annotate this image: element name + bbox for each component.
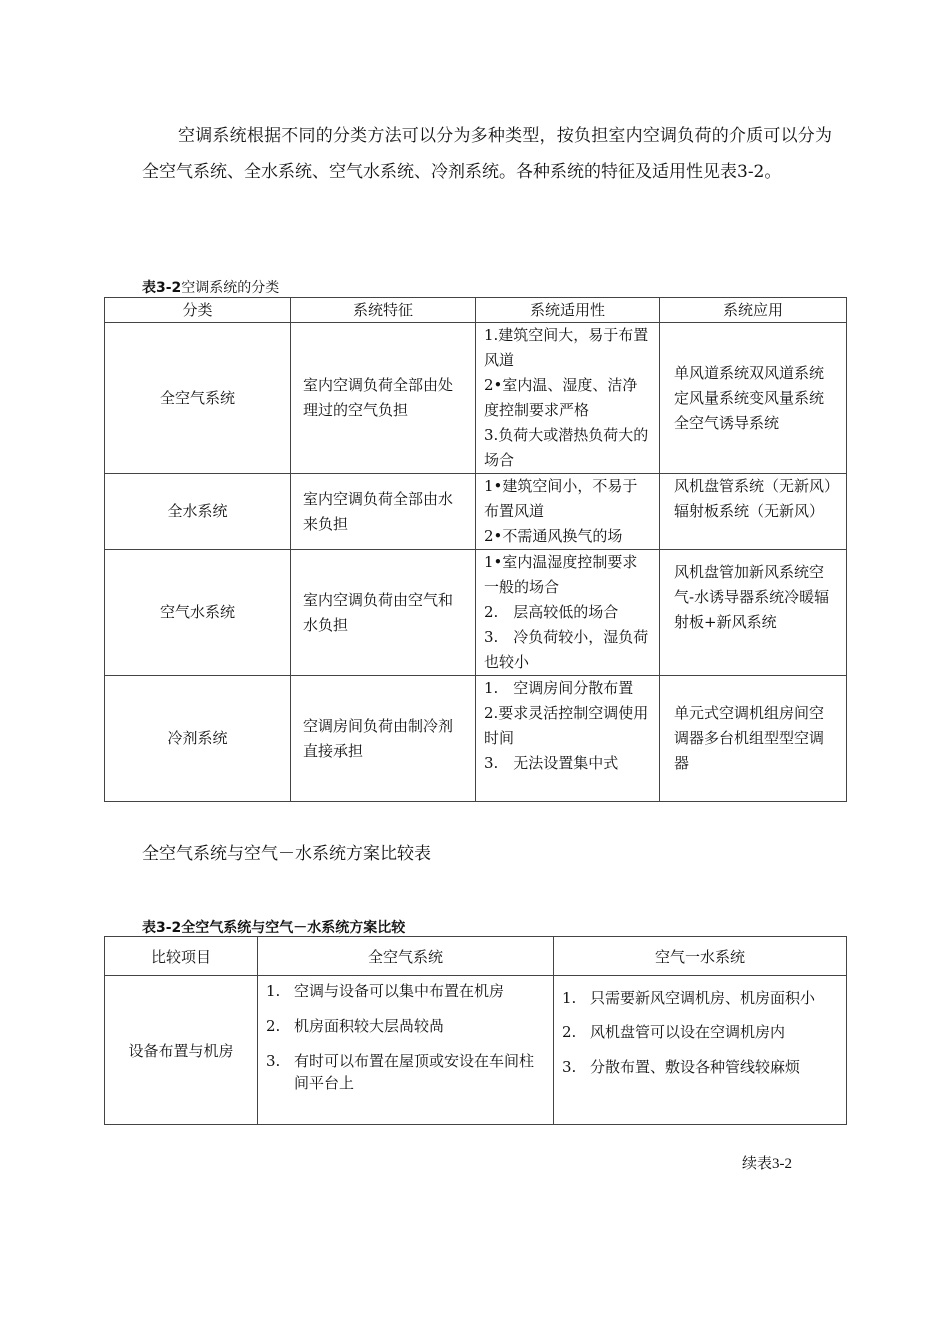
- suitability-line: 1•建筑空间小，不易于布置风道: [484, 477, 638, 520]
- table-row: [105, 676, 847, 802]
- item-number: 3.: [562, 1058, 577, 1076]
- application-cell: 风机盘管加新风系统空气-水诱导器系统冷暖辐射板+新风系统: [660, 550, 847, 676]
- table1-header-application: 系统应用: [660, 298, 847, 323]
- suitability-cell: [476, 323, 660, 474]
- item-number: 3.: [266, 1052, 281, 1070]
- category-cell: 空气水系统: [105, 550, 291, 676]
- table1-header-category: 分类: [105, 298, 291, 323]
- intro-paragraph: 空调系统根据不同的分类方法可以分为多种类型，按负担室内空调负荷的介质可以分为全空气系统、全水系统、空气水系统、冷剂系统。各种系统的特征及适用性见表3-2。: [142, 126, 832, 182]
- category-cell: 全空气系统: [105, 323, 291, 474]
- list-item: [562, 988, 838, 1008]
- item-number: 2.: [562, 1023, 577, 1041]
- table2-caption: 表3-2全空气系统与空气－水系统方案比较: [142, 920, 406, 936]
- table1-header-feature: 系统特征: [291, 298, 476, 323]
- table1-caption-num: 表3-2: [142, 280, 182, 296]
- suitability-line: 1. 空调房间分散布置: [484, 679, 634, 697]
- suitability-line: 2•室内温、湿度、洁净度控制要求严格: [484, 376, 638, 419]
- table-row: [105, 550, 847, 676]
- comparison-item-cell: 设备布置与机房: [105, 976, 258, 1125]
- application-cell: 单元式空调机组房间空调器多台机组型型空调器: [660, 676, 847, 802]
- classification-table: [104, 297, 847, 802]
- suitability-line: 3.负荷大或潜热负荷大的场合: [484, 426, 649, 469]
- table-row: [105, 474, 847, 550]
- item-text: 只需要新风空调机房、机房面积小: [590, 989, 816, 1007]
- suitability-cell: [476, 550, 660, 676]
- item-number: 1.: [562, 989, 577, 1007]
- list-item: [266, 1015, 545, 1037]
- suitability-line: 2. 层高较低的场合: [484, 603, 619, 621]
- list-item: [562, 1056, 838, 1078]
- application-cell: 单风道系统双风道系统定风量系统变风量系统全空气诱导系统: [660, 323, 847, 474]
- table1-header-suitability: 系统适用性: [476, 298, 660, 323]
- suitability-line: 2.要求灵活控制空调使用时间: [484, 704, 649, 747]
- table2-header-all-air: 全空气系统: [258, 937, 554, 976]
- suitability-line: 1•室内温湿度控制要求一般的场合: [484, 553, 638, 596]
- list-item: [562, 1021, 838, 1043]
- table-row: [105, 976, 847, 1125]
- table2-header-item: 比较项目: [105, 937, 258, 976]
- suitability-line: 2•不需通风换气的场: [484, 527, 623, 545]
- suitability-line: 3. 无法设置集中式: [484, 754, 619, 772]
- suitability-line: 1.建筑空间大，易于布置风道: [484, 326, 649, 369]
- feature-cell: 室内空调负荷由空气和水负担: [291, 550, 476, 676]
- category-cell: 全水系统: [105, 474, 291, 550]
- table-row: [105, 323, 847, 474]
- item-text: 风机盘管可以设在空调机房内: [590, 1023, 786, 1041]
- item-text: 机房面积较大层咼较咼: [294, 1017, 445, 1035]
- item-text: 有时可以布置在屋顶或安设在车间柱间平台上: [294, 1052, 535, 1092]
- suitability-cell: [476, 676, 660, 802]
- item-number: 2.: [266, 1017, 281, 1035]
- list-item: [266, 980, 545, 1002]
- comparison-table: [104, 936, 847, 1125]
- table1-caption-text: 空调系统的分类: [181, 280, 280, 296]
- table2-header-row: [105, 937, 847, 976]
- all-air-cell: [258, 976, 554, 1125]
- category-cell: 冷剂系统: [105, 676, 291, 802]
- feature-cell: 空调房间负荷由制冷剂直接承担: [291, 676, 476, 802]
- table1-caption: [142, 279, 279, 297]
- item-text: 空调与设备可以集中布置在机房: [294, 982, 505, 1000]
- comparison-subtitle: 全空气系统与空气－水系统方案比较表: [142, 844, 431, 864]
- list-item: [266, 1050, 545, 1094]
- table1-header-row: [105, 298, 847, 323]
- item-number: 1.: [266, 982, 281, 1000]
- air-water-cell: [554, 976, 847, 1125]
- feature-cell: 室内空调负荷全部由水来负担: [291, 474, 476, 550]
- application-cell: 风机盘管系统（无新风）辐射板系统（无新风）: [660, 474, 847, 550]
- table2-header-air-water: 空气一水系统: [554, 937, 847, 976]
- feature-cell: 室内空调负荷全部由处理过的空气负担: [291, 323, 476, 474]
- suitability-cell: [476, 474, 660, 550]
- item-text: 分散布置、敷设各种管线较麻烦: [590, 1058, 801, 1076]
- suitability-line: 3. 冷负荷较小，湿负荷也较小: [484, 628, 649, 671]
- continued-label: 续表3-2: [742, 1156, 792, 1172]
